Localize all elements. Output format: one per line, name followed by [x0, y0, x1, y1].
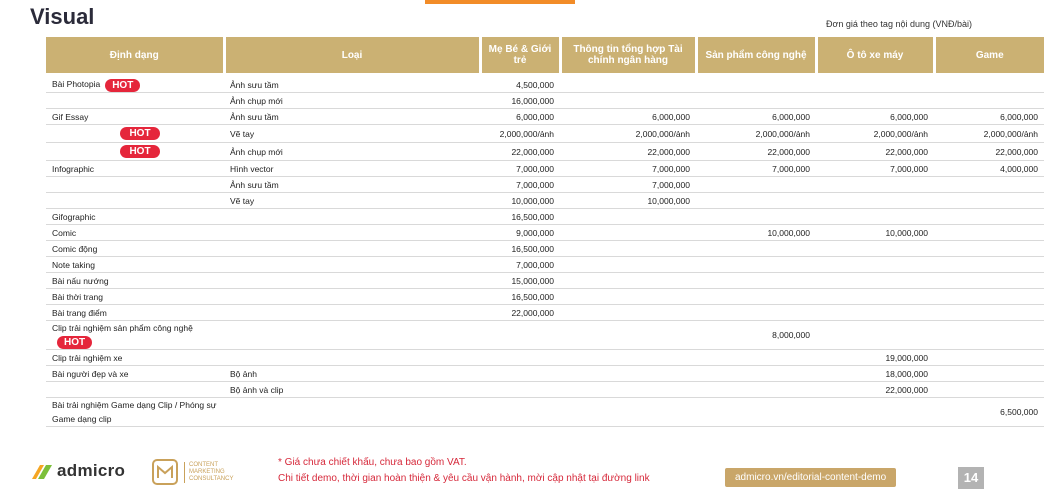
cell-type: Vẽ tay: [224, 125, 480, 143]
cell-type: [224, 257, 480, 273]
cell-game: 6,000,000: [934, 109, 1044, 125]
cell-auto: 22,000,000: [816, 143, 934, 161]
cell-format: Bài trang điểm: [46, 305, 224, 321]
cell-mom-baby: 9,000,000: [480, 225, 560, 241]
cmc-text: CONTENT MARKETING CONSULTANCY: [184, 462, 233, 483]
header-format: Định dạng: [46, 37, 224, 73]
hot-badge: HOT: [57, 336, 92, 349]
table-row: [46, 109, 1044, 125]
cell-tech: 2,000,000/ảnh: [696, 125, 816, 143]
cell-tech: [696, 257, 816, 273]
table-row: [46, 366, 1044, 382]
header-tech: Sản phẩm công nghệ: [696, 37, 816, 73]
cell-mom-baby: [480, 382, 560, 398]
cell-game: [934, 366, 1044, 382]
table-row: [46, 161, 1044, 177]
table-row: [46, 257, 1044, 273]
cell-game: [934, 177, 1044, 193]
cell-finance: [560, 289, 696, 305]
cell-type: Ảnh chụp mới: [224, 143, 480, 161]
cell-mom-baby: [480, 398, 560, 427]
cell-finance: [560, 225, 696, 241]
cell-type: Bộ ảnh: [224, 366, 480, 382]
cell-type: [224, 350, 480, 366]
cell-mom-baby: 16,500,000: [480, 209, 560, 225]
cell-finance: [560, 350, 696, 366]
cell-tech: [696, 382, 816, 398]
admicro-wordmark: admicro: [57, 461, 126, 480]
cell-mom-baby: 7,000,000: [480, 257, 560, 273]
cell-auto: [816, 209, 934, 225]
cell-game: [934, 225, 1044, 241]
cell-tech: [696, 366, 816, 382]
cell-finance: 22,000,000: [560, 143, 696, 161]
footer-note: [278, 455, 650, 487]
cell-type: Ảnh sưu tầm: [224, 177, 480, 193]
cell-type: [224, 241, 480, 257]
cell-finance: [560, 209, 696, 225]
cell-tech: 6,000,000: [696, 109, 816, 125]
cell-type: [224, 321, 480, 350]
cell-game: [934, 382, 1044, 398]
cell-format: Bài người đẹp và xe: [46, 366, 224, 382]
cell-game: 4,000,000: [934, 161, 1044, 177]
cell-finance: 7,000,000: [560, 161, 696, 177]
cell-format: Comic động: [46, 241, 224, 257]
cell-auto: [816, 177, 934, 193]
cell-tech: [696, 241, 816, 257]
cell-finance: [560, 321, 696, 350]
cell-format: [46, 193, 224, 209]
table-row: [46, 241, 1044, 257]
cell-auto: [816, 273, 934, 289]
table-row: [46, 289, 1044, 305]
cell-type: [224, 398, 480, 427]
cell-finance: [560, 93, 696, 109]
table-row: [46, 177, 1044, 193]
cell-tech: [696, 398, 816, 427]
cell-tech: 22,000,000: [696, 143, 816, 161]
cell-finance: [560, 241, 696, 257]
cell-auto: [816, 241, 934, 257]
cell-type: Bộ ảnh và clip: [224, 382, 480, 398]
table-row: [46, 193, 1044, 209]
table-header-row: [46, 37, 1044, 73]
cell-mom-baby: 15,000,000: [480, 273, 560, 289]
cell-finance: [560, 305, 696, 321]
footer: [0, 445, 1024, 504]
cell-format: Bài thời trang: [46, 289, 224, 305]
cell-game: [934, 241, 1044, 257]
cell-format: Note taking: [46, 257, 224, 273]
cell-format: Gif Essay: [46, 109, 224, 125]
cell-tech: [696, 273, 816, 289]
cell-mom-baby: 16,500,000: [480, 241, 560, 257]
cell-auto: 10,000,000: [816, 225, 934, 241]
cell-game: 6,500,000: [934, 398, 1044, 427]
cell-tech: [696, 289, 816, 305]
cell-format: Infographic: [46, 161, 224, 177]
cell-auto: [816, 305, 934, 321]
cell-mom-baby: 22,000,000: [480, 305, 560, 321]
cell-format: [46, 125, 224, 143]
cell-auto: [816, 257, 934, 273]
price-table: [46, 37, 1044, 427]
table-row: [46, 321, 1044, 350]
cell-mom-baby: 4,500,000: [480, 73, 560, 93]
table-row: [46, 93, 1044, 109]
cell-type: Ảnh sưu tầm: [224, 109, 480, 125]
cell-type: [224, 209, 480, 225]
cell-finance: 7,000,000: [560, 177, 696, 193]
cell-finance: [560, 382, 696, 398]
table-row: [46, 273, 1044, 289]
cell-game: [934, 305, 1044, 321]
title-accent-bar: [425, 0, 575, 4]
cell-game: 22,000,000: [934, 143, 1044, 161]
table-row: [46, 73, 1044, 93]
cell-mom-baby: 6,000,000: [480, 109, 560, 125]
cell-game: [934, 289, 1044, 305]
table-row: [46, 382, 1044, 398]
cell-auto: [816, 73, 934, 93]
cell-finance: [560, 257, 696, 273]
cell-game: [934, 73, 1044, 93]
cell-auto: 7,000,000: [816, 161, 934, 177]
cell-mom-baby: 7,000,000: [480, 161, 560, 177]
cell-format: Clip trải nghiệm sản phẩm công nghệHOT: [46, 321, 224, 350]
cell-format: Comic: [46, 225, 224, 241]
header-auto: Ô tô xe máy: [816, 37, 934, 73]
hot-badge: HOT: [120, 145, 160, 158]
hot-badge: HOT: [105, 79, 140, 92]
table-row: [46, 125, 1044, 143]
table-row: [46, 350, 1044, 366]
cell-format: Bài nấu nướng: [46, 273, 224, 289]
cell-format: Bài trải nghiệm Game dạng Clip / Phóng sự Game dạng clip: [46, 398, 224, 427]
cell-type: [224, 305, 480, 321]
cmc-emblem-icon: [152, 459, 178, 485]
cell-game: [934, 321, 1044, 350]
admicro-leaf-icon: [32, 463, 52, 479]
cell-format: Gifographic: [46, 209, 224, 225]
cell-tech: [696, 177, 816, 193]
cell-game: [934, 193, 1044, 209]
cell-type: Vẽ tay: [224, 193, 480, 209]
cell-auto: 22,000,000: [816, 382, 934, 398]
table-row: [46, 305, 1044, 321]
cell-finance: 6,000,000: [560, 109, 696, 125]
cell-tech: 10,000,000: [696, 225, 816, 241]
cell-game: 2,000,000/ảnh: [934, 125, 1044, 143]
cell-mom-baby: 10,000,000: [480, 193, 560, 209]
cell-finance: [560, 366, 696, 382]
cell-finance: [560, 73, 696, 93]
cell-game: [934, 209, 1044, 225]
demo-note: Chi tiết demo, thời gian hoàn thiện & yêu cầu vận hành, mời cập nhật tại đường link: [278, 473, 650, 484]
cell-type: Ảnh chụp mới: [224, 93, 480, 109]
cell-auto: [816, 93, 934, 109]
cell-tech: [696, 193, 816, 209]
table-row: [46, 143, 1044, 161]
cell-format: [46, 93, 224, 109]
cell-mom-baby: 16,000,000: [480, 93, 560, 109]
cell-tech: 7,000,000: [696, 161, 816, 177]
cell-type: Hình vector: [224, 161, 480, 177]
cell-finance: [560, 273, 696, 289]
cell-format: [46, 382, 224, 398]
cell-game: [934, 350, 1044, 366]
table-row: [46, 225, 1044, 241]
cell-finance: 10,000,000: [560, 193, 696, 209]
cell-type: [224, 273, 480, 289]
cell-auto: [816, 398, 934, 427]
header-finance: Thông tin tổng hợp Tài chính ngân hàng: [560, 37, 696, 73]
cell-finance: 2,000,000/ảnh: [560, 125, 696, 143]
hot-badge: HOT: [120, 127, 160, 140]
cell-mom-baby: 7,000,000: [480, 177, 560, 193]
cell-finance: [560, 398, 696, 427]
cell-tech: 8,000,000: [696, 321, 816, 350]
cell-mom-baby: [480, 350, 560, 366]
cell-game: [934, 273, 1044, 289]
cell-tech: [696, 93, 816, 109]
page-title: Visual: [30, 4, 95, 29]
cell-game: [934, 93, 1044, 109]
cell-tech: [696, 209, 816, 225]
cell-type: [224, 225, 480, 241]
cell-type: Ảnh sưu tầm: [224, 73, 480, 93]
cell-tech: [696, 350, 816, 366]
cell-auto: 2,000,000/ảnh: [816, 125, 934, 143]
cell-mom-baby: 22,000,000: [480, 143, 560, 161]
cell-format: Bài Photopia HOT: [46, 73, 224, 93]
cell-mom-baby: 2,000,000/ảnh: [480, 125, 560, 143]
demo-link-button[interactable]: admicro.vn/editorial-content-demo: [725, 468, 896, 487]
cell-auto: 19,000,000: [816, 350, 934, 366]
header-mom-baby: Mẹ Bé & Giới trẻ: [480, 37, 560, 73]
cell-type: [224, 289, 480, 305]
cell-auto: [816, 289, 934, 305]
cell-format: Clip trải nghiệm xe: [46, 350, 224, 366]
admicro-logo: [32, 461, 125, 481]
cell-tech: [696, 305, 816, 321]
page-number: 14: [958, 467, 984, 489]
cmc-logo: [152, 459, 233, 485]
cell-mom-baby: [480, 321, 560, 350]
unit-note: Đơn giá theo tag nội dung (VNĐ/bài): [826, 19, 972, 29]
cell-mom-baby: [480, 366, 560, 382]
cell-format: [46, 143, 224, 161]
cell-auto: [816, 193, 934, 209]
vat-note: * Giá chưa chiết khấu, chưa bao gồm VAT.: [278, 457, 467, 468]
header-type: Loại: [224, 37, 480, 73]
cell-format: [46, 177, 224, 193]
header-game: Game: [934, 37, 1044, 73]
cell-auto: 18,000,000: [816, 366, 934, 382]
cell-auto: 6,000,000: [816, 109, 934, 125]
table-row: [46, 398, 1044, 427]
cell-auto: [816, 321, 934, 350]
cell-tech: [696, 73, 816, 93]
cell-game: [934, 257, 1044, 273]
cell-mom-baby: 16,500,000: [480, 289, 560, 305]
table-row: [46, 209, 1044, 225]
